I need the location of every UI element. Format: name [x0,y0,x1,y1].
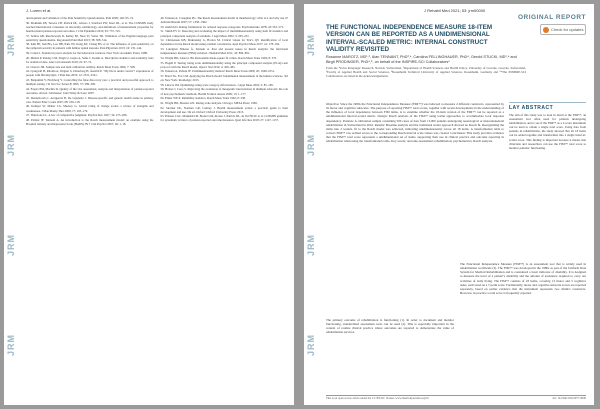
abstract: Objective: Since the 1980s the Functional Independence Measure (FIM™) was believed to measure 2 different constructs, represented by its motor and cognitive subscales. The purpose of reporting FIM™ total scores, together with recent developments in the understanding of the influence of local dependence between FIM items, is to examine whether the 18-item version of the FIM™ can be reported as a unidimensional interval-scaled metric. Design: Rasch analysis of the FIM™ using testlet approaches to accommodate local response dependency. Patients: A calibration sample containing 500 cases of data from 13,000 patients undergoing neurological or musculoskeletal rehabilitation in Switzerland in 2016. Results: Baseline analysis and the traditional testlet approach showed no Rasch fit. Reorganizing the items into 2 testlets, fit to the Rasch model was achieved, indicating unidimensionality across all 18 items. A transformation table to convert FIM™ raw ordinal scores to the corresponding Rasch interval scale values was created. Conclusion: This study provides evidence that the FIM™ total score represents a unidimensional set of items, supporting their use in clinical practice and outcome reporting in rehabilitation when using the transformation table. Key words: outcome assessment; rehabilitation; psychometrics; Rasch analysis. [326,102,504,144]
check-updates-button[interactable] [540,24,586,35]
journal-side-label: JRM [306,34,316,57]
introduction-text: The primary outcome of rehabilitation is functioning (1). In order to document and monitor functioning, standardized assessment tools can be used (2). This is especially important in the context of routine clinical practice where outcomes are reported to demonstrate the value of rehabilitation services. [326,318,454,335]
second-column-text: The Functional Independence Measure (FIM™) is an assessment tool that is widely used in rehabilitation worldwide (3). The FIM™ was developed in the 1980s as part of the Uniform Data System for Medical Rehabilitation and is considered a basic indicator of disability. It is designed to measure the level of a patient’s disability and the amount of assistance required to carry out activities of daily living. The FIM™ consists of 18 items, covering 13 motor and 5 cognitive tasks, each rated on a 7-point scale. Traditionally, motor and cognitive subscale scores are reported separately, based on earlier evidence that the instrument represents two distinct constructs. However, in practice a total score is frequently reported. [460,262,586,296]
reference-item: 57. Bond TG, Fox CM. Applying the Rasch model: fundamental measurement in the human sciences. 3rd ed. New York: Routledge; 2015. [160,73,288,83]
journal-side-label: JRM [6,234,16,257]
left-page [4,4,294,405]
page-footer [326,395,586,401]
update-check-icon [543,27,549,33]
reference-item: 40. Mishra P, Pandey CM, Singh U, Gupta A, Sahu C, Keshri A. Descriptive statistics and normality tests for statistical data. Ann Card Anaesth 2019; 22: 67–72. [26,55,154,64]
right-page [304,4,594,405]
article-type: ORIGINAL REPORT [517,14,586,21]
lay-abstract-box [509,102,586,150]
check-updates-label: Check for updates [551,27,584,32]
reference-item: 41. Linacre JM. Sample size and item calibration stability. Rasch Meas Trans 1994; 7: 328. [26,64,136,69]
reference-item: 42. Ljungvall H, Rhodin A, Wagner S, Zetterberg H, Åsenlöf P. “My life is under control”: experiences of people with fibromyalgia. J Pain Res 2019; 12: 2531–2541. [26,69,154,78]
journal-side-label: JRM [6,34,16,57]
reference-item: 54. Wright BD, Linacre JM. Reasonable mean-square fit values. Rasch Meas Trans 1994; 8: 370. [160,55,277,60]
left-side-band [4,4,22,405]
reference-item: 52. Christensen KB, Makransky G, Horton M. Critical values for Yen’s Q3: identification of local dependence in the Rasch model using residual correlations. Appl Psychol Meas 2017; 41: 178–194. [160,38,288,47]
reference-item: 38. Kim HJ, Suh BG, Lee DB, Park JW, Kang KT, Chang BS, et al. The influence of pain sensitivity on the symptom severity in patients with lumbar spinal stenosis. Pain Physician 2013; 16: 135–144. [26,42,154,51]
running-head: J. Lorem et al. [26,8,52,13]
reference-item: 46. Kamper SJ, Maher CG, Mackay G. Global rating of change scales: a review of strengths and weaknesses. J Man Manip Ther 2009; 17: 163–170. [26,104,154,113]
journal-side-label: JRM [306,334,316,357]
affiliations: From the ¹Swiss Paraplegic Research, Nottwil, Switzerland, ²Department of Health Sciences and Health Policy, University of Lucerne, Lucerne, Switzerland, ³Faculty of Applied Health and Social Sciences, ⁴Rosenheim Technical University of Applied Sciences, Rosenheim, Germany and ⁵*The INSPIRE-SCI Collaborators are listed in the Acknowledgements. [326,66,526,78]
reference-item: 59. Hobart J, Cano S. Improving the evaluation of therapeutic interventions in multiple sclerosis: the role of new psychometric methods. Health Technol Assess 2009; 13: 1–177. [160,87,288,96]
reference-item: 45. Denneboom C, Aertgeerts B, De Lepeleire J. Disease-specific and generic health status in primary care. Patient Educ Couns 2007; 68: 109–118. [26,95,154,104]
reference-item: 61. Wright BD, Masters GN. Rating scale analysis. Chicago: MESA Press; 1982. [160,100,258,105]
doi-label: doi: 10.2340/16501977-0000 [552,395,586,400]
reference-item: 53. Lundgren Nilsson Å, Tennant A. Past and present issues in Rasch analysis: the functional independence measure (FIM) revisited. J Rehabil Med 2011; 43: 884–891. [160,47,288,56]
reference-item: 55. Hagell P. Testing rating scale unidimensionality using the principal component analysis (PCA)/t-test protocol with the Rasch model. Open J Stat 2014; 4: 456–465. [160,60,288,69]
reference-item: 36. Mokkink LB, Terwee CB, Patrick DL, Alonso J, Stratford PW, Knol DL, et al. The COSMIN study reached international consensus on taxonomy, terminology, and definitions of measurement properties for health-related patient-reported outcomes. J Clin Epidemiol 2010; 63: 737–745. [26,20,154,33]
article-title: THE FUNCTIONAL INDEPENDENCE MEASURE 18-ITEM VERSION CAN BE REPORTED AS A UNIDIMENSIONAL INTERVAL-SCALED METRIC: INTERNAL CONSTRUCT VALIDITY REVISITED [326,24,493,54]
reference-item: 56. Tennant A, Pallant JF. Unidimensionality matters! Rasch Meas Trans 2006; 20: 1048–1051. [160,69,275,74]
journal-side-label: JRM [6,334,16,357]
reference-item: 51. Smith EV Jr. Detecting and evaluating the impact of multidimensionality using item fit statistics and principal component analysis of residuals. J Appl Meas 2002; 3: 205–231. [160,29,288,38]
author-list: Rosanne MAROTZ, MD¹,², Alan TENNANT, PhD³,⁴, Carolina FELLINGHAUER, PhD⁴, Gerold STUCKI, MD¹,⁴ and Birgit PRODINGER, PhD⁴,⁵, on behalf of the INSPIRE-SCI Collaborators* [326,55,517,64]
reference-item: 49. Tennant A, Conaghan PG. The Rasch measurement model in rheumatology: what is it and why use it? Arthritis Rheum 2007; 57: 1358–1362. [160,16,288,25]
reference-item: 39. Cohen J. Statistical power analysis for the behavioral sciences. New York: Academic Press; 1988. [26,51,148,56]
reference-item: 58. Linacre JM. Optimizing rating scale category effectiveness. J Appl Meas 2002; 3: 85–106. [160,82,274,87]
journal-side-label: JRM [6,134,16,157]
running-head: J Rehabil Med 2021; 53: jrm00000 [424,8,486,13]
lay-abstract-text: The aim of this study was to look in detail at the FIM™, an assessment tool often used for patients undergoing rehabilitation, and to see if the FIM™ as a 2-score instrument can be used to obtain a single total score. Using data from patients in rehabilitation, the study showed that all 18 items can be added together and transformed into a single interval-scaled score. This finding is important because it means that clinicians and researchers can use the FIM™ total score to monitor patients’ functioning. [509,113,586,150]
reference-item: 43. Benjamini Y, Hochberg Y. Controlling the false discovery rate: a practical and powerful approach to multiple testing. J R Stat Soc Series B 1995; 57: 289–300. [26,78,154,87]
reference-item: development and validation of the Pain Sensitivity Questionnaire. Pain 2009; 146: 65–74. [26,16,134,20]
reference-item: 62. Streiner DL, Norman GR, Cairney J. Health measurement scales: a practical guide to their development and use. 5th ed. Oxford: Oxford University Press; 2015. [160,105,288,114]
reference-item: 48. Pallant JF, Tennant A. An introduction to the Rasch measurement model: an example using the Hospital Anxiety and Depression Scale (HADS). Br J Clin Psychol 2007; 46: 1–18. [26,117,154,126]
reference-item: 60. Fisher WP Jr. Reliability statistics. Rasch Meas Trans 1992; 6: 238. [160,96,246,101]
reference-item: 63. Prinsen CAC, Mokkink LB, Bouter LM, Alonso J, Patrick DL, de Vet HCW, et al. COSMIN guideline for systematic reviews of patient-reported outcome measures. Qual Life Res 2018; 27: 1147–1157. [160,114,288,123]
license-note: This is an open access article under the CC BY-NC license. www.medicaljournals.se/jrm [326,395,429,400]
reference-list [26,16,288,401]
journal-side-label: JRM [306,234,316,257]
journal-side-label: JRM [306,134,316,157]
lay-abstract-heading: LAY ABSTRACT [509,105,554,111]
reference-item: 37. Sellers AB, Ruscheweyh R, Kelley BJ, Ness TJ, Vetter TR. Validation of the English language pain sensitivity questionnaire. Reg Anesth Pain Med 2013; 38: 508–514. [26,33,154,42]
reference-item: 47. Thurstone LL. A law of comparative judgment. Psychol Rev 1927; 34: 273–286. [26,113,128,118]
right-side-band [304,4,322,405]
reference-item: 50. Andrich D. Rating formulation for ordered response categories. Psychometrika 1978; 43: 561–573. [160,24,284,29]
reference-item: 44. Fayers PM, Machin D. Quality of life: the assessment, analysis and interpretation of patient-reported outcomes. 2nd ed. Chichester: John Wiley & Sons; 2007. [26,86,154,95]
